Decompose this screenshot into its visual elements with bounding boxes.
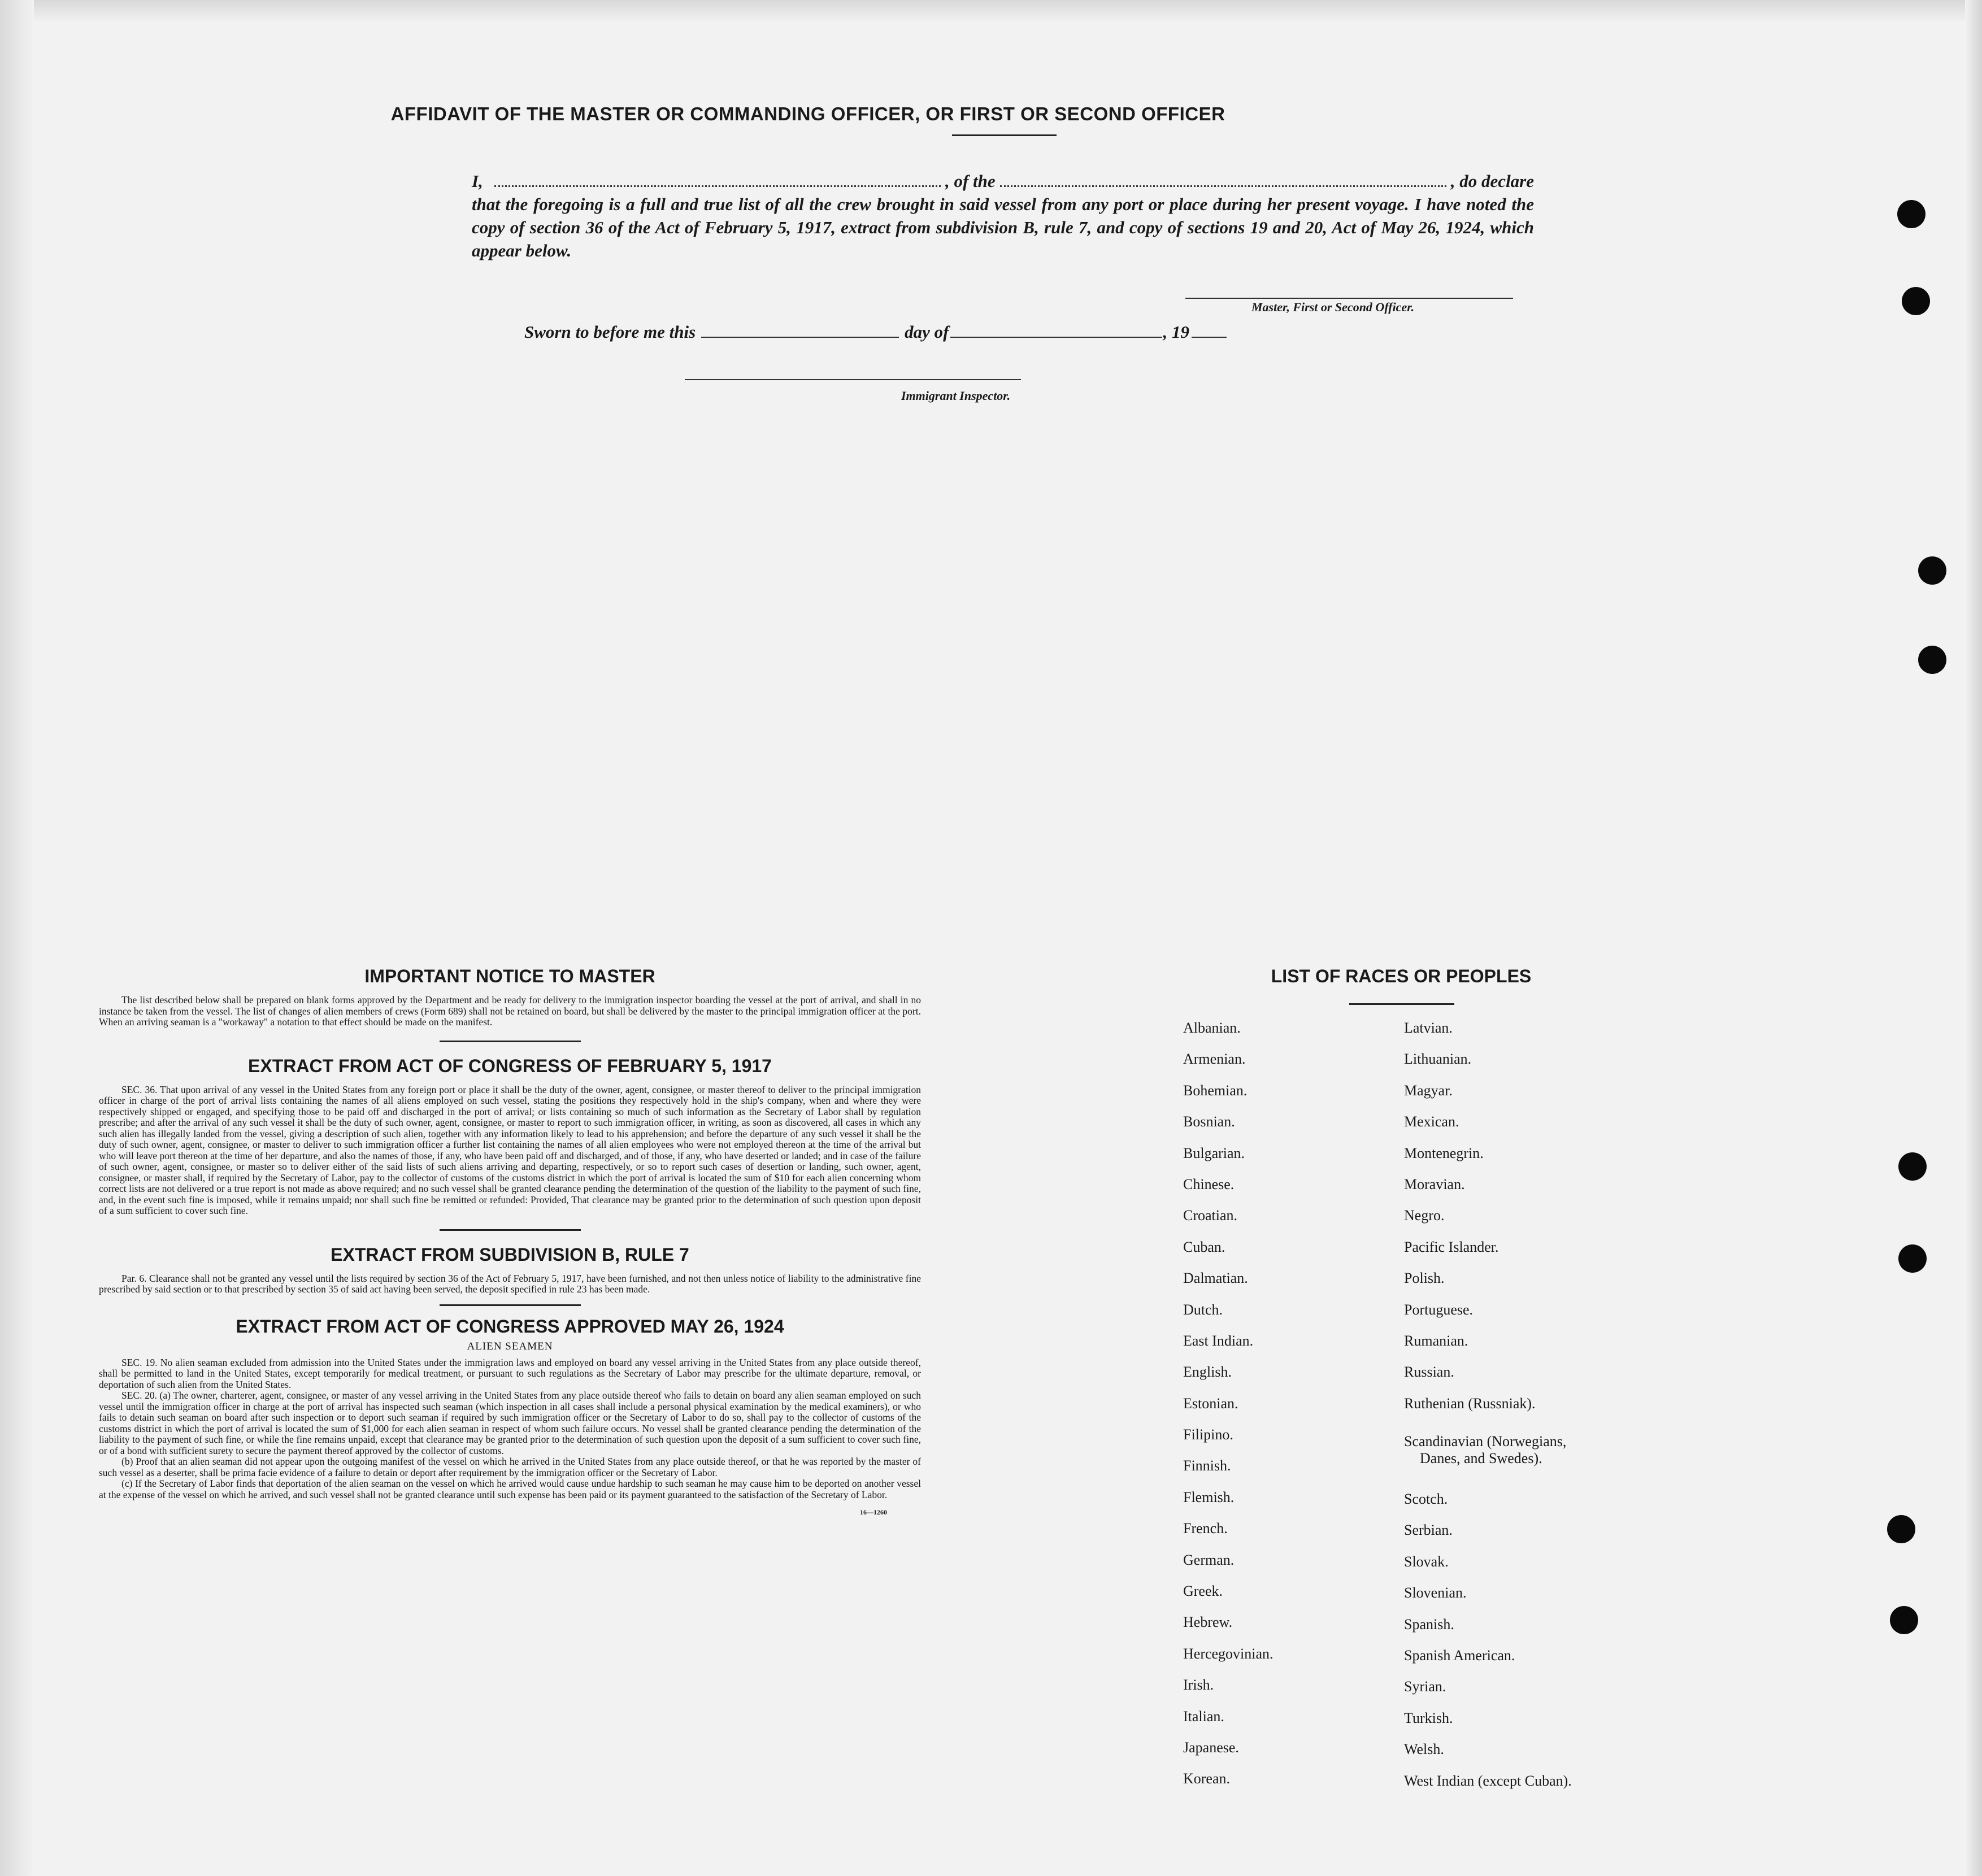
race-item: Dutch. bbox=[1183, 1301, 1223, 1318]
master-signature-label: Master, First or Second Officer. bbox=[1251, 300, 1415, 314]
race-item: East Indian. bbox=[1183, 1332, 1254, 1349]
race-item: Danes, and Swedes). bbox=[1420, 1450, 1542, 1467]
sec20b-body: (b) Proof that an alien seaman did not appear upon the outgoing manifest of the vessel on which he arrived in the United States from any place outside thereof, or that he was reported by the master of such vessel as a deserter, shall be prima facie evidence of a failure to detain or deport after requirement by the immigration officer or the Secretary of Labor. bbox=[99, 1456, 921, 1478]
race-item: Flemish. bbox=[1183, 1488, 1235, 1505]
race-item: Albanian. bbox=[1183, 1020, 1241, 1036]
extract-1924-title: EXTRACT FROM ACT OF CONGRESS APPROVED MAY 26, 1924 bbox=[236, 1316, 784, 1337]
binder-hole bbox=[1897, 200, 1926, 228]
extract-1917-body: SEC. 36. That upon arrival of any vessel in the United States from any foreign port or place it shall be the duty of the owner, agent, consignee, or master thereof to deliver to the principal immigration officer in charge of the port of arrival lists containing the names of all aliens employed on such vessel, stating the positions they respectively hold in the ship's company, when and where they were respectively shipped or engaged, and specifying those to be paid off and discharged in the port of arrival; or lists containing so much of such information as the Secretary of Labor shall by regulation prescribe; and after the arrival of any such vessel it shall be the duty of such owner, agent, consignee, or master to report to such immigration officer, in writing, as soon as discovered, all cases in which any such alien has illegally landed from the vessel, giving a description of such alien, together with any information likely to lead to his apprehension; and before the departure of any such vessel it shall be the duty of such owner, agent, consignee, or master to deliver to such immigration officer a further list containing the names of all alien employees who were not employed thereon at the time of the arrival but who will leave port thereon at the time of her departure, and also the names of those, if any, who have been paid off and discharged, and of those, if any, who have deserted or landed; and in case of the failure of such owner, agent, consignee, or master so to deliver either of the said lists of such aliens arriving and departing, respectively, or so to report such cases of desertion or landing, such owner, agent, consignee, or master shall, if required by the Secretary of Labor, pay to the collector of customs of the customs district in which the port of arrival is located the sum of $10 for each alien concerning whom correct lists are not delivered or a true report is not made as above required; and no such vessel shall be granted clearance pending the determination of the question of the liability to the payment of such fine, and, in the event such fine is imposed, while it remains unpaid; nor shall such fine be remitted or refunded: Provided, That clearance may be granted prior to the determination of such question upon deposit of a sum sufficient to cover such fine. bbox=[99, 1083, 921, 1216]
sworn-line bbox=[524, 322, 1270, 342]
binder-hole bbox=[1918, 556, 1946, 585]
notice-body: The list described below shall be prepared on blank forms approved by the Department and be ready for delivery to the immigration inspector boarding the vessel at the port of arrival, and shall in no instance be taken from the vessel. The list of changes of alien members of crews (Form 689) shall not be retained on board, but shall be delivered by the master to the principal immigration officer at the port. When an arriving seaman is a "workaway" a notation to that effect should be made on the manifest. bbox=[99, 994, 921, 1028]
race-item: West Indian (except Cuban). bbox=[1404, 1772, 1572, 1789]
notice-title: IMPORTANT NOTICE TO MASTER bbox=[364, 966, 655, 986]
race-item: English. bbox=[1183, 1364, 1232, 1381]
race-item: Slovak. bbox=[1404, 1553, 1449, 1570]
race-item: Scotch. bbox=[1404, 1491, 1448, 1508]
race-item: Pacific Islander. bbox=[1404, 1238, 1499, 1255]
race-item: Turkish. bbox=[1404, 1709, 1453, 1726]
section-divider bbox=[440, 1229, 581, 1231]
binder-hole bbox=[1898, 1152, 1927, 1181]
race-item: Hercegovinian. bbox=[1183, 1645, 1273, 1662]
race-item: Bulgarian. bbox=[1183, 1144, 1245, 1161]
races-title-rule bbox=[1349, 1003, 1454, 1005]
page-edge bbox=[1965, 0, 1982, 1876]
race-item: Serbian. bbox=[1404, 1522, 1453, 1539]
race-item: Negro. bbox=[1404, 1207, 1445, 1224]
race-item: Lithuanian. bbox=[1404, 1051, 1472, 1068]
sworn-day-of: day of bbox=[905, 322, 949, 342]
race-item: Polish. bbox=[1404, 1270, 1445, 1287]
name-blank[interactable] bbox=[494, 172, 941, 187]
alien-seamen-subhead: ALIEN SEAMEN bbox=[467, 1340, 553, 1352]
race-item: Bosnian. bbox=[1183, 1113, 1235, 1130]
sec19-body: SEC. 19. No alien seaman excluded from admission into the United States under the immigration laws and employed on board any vessel arriving in the United States from any place outside thereof, shall be permitted to land in the United States, except temporarily for medical treatment, or pursuant to such regulations as the Secretary of Labor may prescribe for the ultimate departure, removal, or deportation of such alien from the United States. bbox=[99, 1356, 921, 1390]
race-item: Armenian. bbox=[1183, 1051, 1246, 1068]
race-item: Montenegrin. bbox=[1404, 1144, 1484, 1161]
race-item: Italian. bbox=[1183, 1708, 1224, 1725]
race-item: Hebrew. bbox=[1183, 1614, 1233, 1631]
race-item: French. bbox=[1183, 1520, 1228, 1537]
race-item: Dalmatian. bbox=[1183, 1270, 1248, 1287]
master-signature-line[interactable] bbox=[1185, 298, 1513, 299]
race-item: Spanish. bbox=[1404, 1616, 1454, 1633]
race-item: German. bbox=[1183, 1551, 1235, 1568]
race-item: Bohemian. bbox=[1183, 1082, 1248, 1099]
page-edge bbox=[0, 0, 34, 1876]
inspector-label: Immigrant Inspector. bbox=[901, 389, 1011, 403]
races-title: LIST OF RACES OR PEOPLES bbox=[1271, 966, 1532, 986]
declaration-paragraph: that the foregoing is a full and true list of all the crew brought in said vessel from any port or place during her present voyage. I have noted the copy of section 36 of the Act of February 5, 1917, extract from subdivision B, rule 7, and copy of sections 19 and 20, Act of May 26, 1924, which appear below. bbox=[472, 194, 1534, 260]
binder-hole bbox=[1898, 1244, 1927, 1273]
race-item: Japanese. bbox=[1183, 1739, 1239, 1756]
race-item: Korean. bbox=[1183, 1770, 1231, 1787]
vessel-blank[interactable] bbox=[1000, 172, 1446, 187]
race-item: Portuguese. bbox=[1404, 1301, 1474, 1318]
sworn-month-blank[interactable] bbox=[950, 324, 1162, 338]
sworn-prefix: Sworn to before me this bbox=[524, 322, 696, 342]
title-rule bbox=[952, 134, 1057, 136]
race-item: Irish. bbox=[1183, 1677, 1214, 1694]
declaration-i: I, bbox=[472, 171, 483, 191]
affidavit-declaration bbox=[472, 169, 1534, 262]
sworn-year-blank[interactable] bbox=[1192, 324, 1227, 338]
rule7-body: Par. 6. Clearance shall not be granted any vessel until the lists required by section 36 of the Act of February 5, 1917, have been furnished, and not then unless notice of liability to the administrative fine prescribed by said section or to that prescribed by section 35 of said act having been served, the deposit specified in rule 23 has been made. bbox=[99, 1272, 921, 1295]
form-number: 16—1260 bbox=[860, 1508, 887, 1516]
declaration-do-declare: , do declare bbox=[1450, 171, 1535, 191]
section-divider bbox=[440, 1041, 581, 1042]
race-item: Syrian. bbox=[1404, 1678, 1446, 1695]
race-item: Magyar. bbox=[1404, 1082, 1453, 1099]
race-item: Estonian. bbox=[1183, 1395, 1238, 1412]
race-item: Croatian. bbox=[1183, 1207, 1238, 1224]
race-item: Moravian. bbox=[1404, 1176, 1465, 1192]
race-item: Filipino. bbox=[1183, 1426, 1233, 1443]
races-left-column bbox=[1183, 1020, 1273, 1802]
binder-hole bbox=[1902, 287, 1930, 315]
rule7-title: EXTRACT FROM SUBDIVISION B, RULE 7 bbox=[331, 1244, 689, 1265]
race-item: Latvian. bbox=[1404, 1020, 1453, 1036]
declaration-of-the: , of the bbox=[945, 171, 996, 191]
race-item: Finnish. bbox=[1183, 1457, 1231, 1474]
declaration-line bbox=[472, 169, 1534, 193]
binder-hole bbox=[1918, 646, 1946, 674]
race-item: Rumanian. bbox=[1404, 1332, 1468, 1349]
sworn-year: , 19 bbox=[1163, 322, 1189, 342]
race-item: Scandinavian (Norwegians, bbox=[1404, 1433, 1567, 1450]
race-item: Welsh. bbox=[1404, 1741, 1444, 1758]
binder-hole bbox=[1890, 1606, 1918, 1634]
sec20a-body: SEC. 20. (a) The owner, charterer, agent, consignee, or master of any vessel arriving in the United States from any place outside thereof who fails to detain on board any alien seaman employed on such vessel until the immigration officer in charge at the port of arrival has inspected such seaman (which inspection in all cases shall include a personal physical examination by the medical examiners), or who fails to detain such seaman on board after such inspection or to deport such seaman if required by such immigration officer or the Secretary of Labor to do so, shall pay to the collector of customs of the customs district in which the port of arrival is located the sum of $1,000 for each alien seaman in respect of whom such failure occurs. No vessel shall be granted clearance pending the determination of the liability to the payment of such fine, or while the fine remains unpaid, except that clearance may be granted prior to the determination of such question upon the deposit of a sum sufficient to cover such fine, or of a bond with sufficient surety to secure the payment thereof approved by the collector of customs. bbox=[99, 1390, 921, 1456]
page-edge bbox=[0, 0, 1982, 23]
races-right-column bbox=[1404, 1020, 1572, 1804]
race-item: Mexican. bbox=[1404, 1113, 1459, 1130]
race-item: Greek. bbox=[1183, 1583, 1223, 1600]
race-item: Russian. bbox=[1404, 1364, 1454, 1381]
affidavit-title: AFFIDAVIT OF THE MASTER OR COMMANDING OFFICER, OR FIRST OR SECOND OFFICER bbox=[390, 103, 1225, 124]
race-item: Slovenian. bbox=[1404, 1585, 1467, 1601]
section-divider bbox=[440, 1304, 581, 1306]
extract-1917-title: EXTRACT FROM ACT OF CONGRESS OF FEBRUARY 5, 1917 bbox=[248, 1055, 772, 1076]
sec20c-body: (c) If the Secretary of Labor finds that deportation of the alien seaman on the vessel on which he arrived would cause undue hardship to such seaman he may cause him to be deported on another vessel at the expense of the vessel on which he arrived, and such vessel shall not be granted clearance until such expense has been paid or its payment guaranteed to the satisfaction of the Secretary of Labor. bbox=[99, 1478, 921, 1500]
race-item: Spanish American. bbox=[1404, 1647, 1515, 1664]
inspector-signature-line[interactable] bbox=[685, 379, 1021, 380]
sworn-day-blank[interactable] bbox=[701, 324, 899, 338]
race-item: Ruthenian (Russniak). bbox=[1404, 1395, 1536, 1412]
binder-hole bbox=[1887, 1515, 1915, 1543]
race-item: Cuban. bbox=[1183, 1238, 1225, 1255]
race-item: Chinese. bbox=[1183, 1176, 1235, 1192]
legal-notices bbox=[99, 966, 921, 1517]
